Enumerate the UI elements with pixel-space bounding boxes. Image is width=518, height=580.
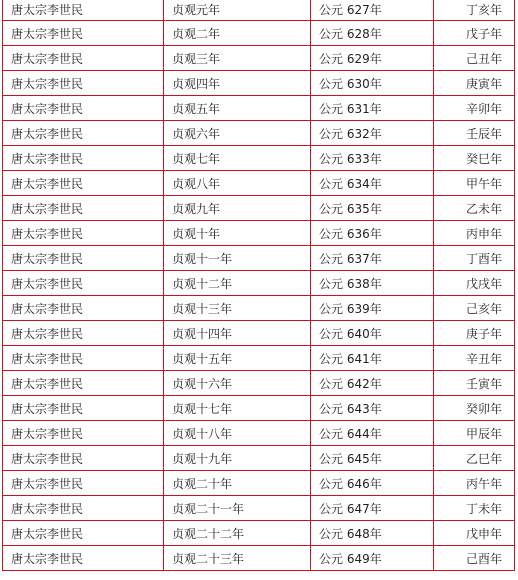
ganzhi-year-cell: 甲辰年 xyxy=(434,421,515,446)
reign-title-cell: 贞观二十三年 xyxy=(164,546,311,571)
ganzhi-year-cell: 丙申年 xyxy=(434,221,515,246)
gregorian-year-cell: 公元 648年 xyxy=(311,521,434,546)
emperor-cell: 唐太宗李世民 xyxy=(3,421,164,446)
gregorian-year-cell: 公元 646年 xyxy=(311,471,434,496)
ganzhi-year-cell: 辛丑年 xyxy=(434,346,515,371)
reign-title-cell: 贞观十九年 xyxy=(164,446,311,471)
reign-year-table-container xyxy=(2,0,514,571)
reign-title-cell: 贞观四年 xyxy=(164,71,311,96)
reign-title-cell: 贞观十五年 xyxy=(164,346,311,371)
reign-title-cell: 贞观二十年 xyxy=(164,471,311,496)
gregorian-year-cell: 公元 643年 xyxy=(311,396,434,421)
gregorian-year-cell: 公元 628年 xyxy=(311,21,434,46)
table-row xyxy=(3,371,515,396)
ganzhi-year-cell: 癸巳年 xyxy=(434,146,515,171)
ganzhi-year-cell: 戊子年 xyxy=(434,21,515,46)
table-row xyxy=(3,421,515,446)
table-row xyxy=(3,396,515,421)
gregorian-year-cell: 公元 627年 xyxy=(311,0,434,21)
gregorian-year-cell: 公元 636年 xyxy=(311,221,434,246)
table-row xyxy=(3,246,515,271)
emperor-cell: 唐太宗李世民 xyxy=(3,371,164,396)
gregorian-year-cell: 公元 629年 xyxy=(311,46,434,71)
emperor-cell: 唐太宗李世民 xyxy=(3,471,164,496)
gregorian-year-cell: 公元 630年 xyxy=(311,71,434,96)
ganzhi-year-cell: 丁未年 xyxy=(434,496,515,521)
reign-title-cell: 贞观十三年 xyxy=(164,296,311,321)
gregorian-year-cell: 公元 640年 xyxy=(311,321,434,346)
table-row xyxy=(3,271,515,296)
reign-title-cell: 贞观八年 xyxy=(164,171,311,196)
reign-title-cell: 贞观十七年 xyxy=(164,396,311,421)
emperor-cell: 唐太宗李世民 xyxy=(3,121,164,146)
emperor-cell: 唐太宗李世民 xyxy=(3,346,164,371)
table-row xyxy=(3,121,515,146)
ganzhi-year-cell: 癸卯年 xyxy=(434,396,515,421)
gregorian-year-cell: 公元 642年 xyxy=(311,371,434,396)
gregorian-year-cell: 公元 644年 xyxy=(311,421,434,446)
gregorian-year-cell: 公元 645年 xyxy=(311,446,434,471)
emperor-cell: 唐太宗李世民 xyxy=(3,171,164,196)
emperor-cell: 唐太宗李世民 xyxy=(3,196,164,221)
gregorian-year-cell: 公元 631年 xyxy=(311,96,434,121)
table-row xyxy=(3,71,515,96)
emperor-cell: 唐太宗李世民 xyxy=(3,321,164,346)
table-row xyxy=(3,546,515,571)
emperor-cell: 唐太宗李世民 xyxy=(3,546,164,571)
table-row xyxy=(3,346,515,371)
emperor-cell: 唐太宗李世民 xyxy=(3,246,164,271)
table-row xyxy=(3,96,515,121)
emperor-cell: 唐太宗李世民 xyxy=(3,221,164,246)
reign-year-table xyxy=(2,0,515,571)
ganzhi-year-cell: 壬辰年 xyxy=(434,121,515,146)
emperor-cell: 唐太宗李世民 xyxy=(3,146,164,171)
gregorian-year-cell: 公元 649年 xyxy=(311,546,434,571)
reign-title-cell: 贞观二年 xyxy=(164,21,311,46)
emperor-cell: 唐太宗李世民 xyxy=(3,271,164,296)
emperor-cell: 唐太宗李世民 xyxy=(3,396,164,421)
table-row xyxy=(3,471,515,496)
reign-title-cell: 贞观十四年 xyxy=(164,321,311,346)
ganzhi-year-cell: 辛卯年 xyxy=(434,96,515,121)
table-row xyxy=(3,521,515,546)
reign-title-cell: 贞观五年 xyxy=(164,96,311,121)
gregorian-year-cell: 公元 639年 xyxy=(311,296,434,321)
ganzhi-year-cell: 壬寅年 xyxy=(434,371,515,396)
ganzhi-year-cell: 戊申年 xyxy=(434,521,515,546)
emperor-cell: 唐太宗李世民 xyxy=(3,46,164,71)
ganzhi-year-cell: 己丑年 xyxy=(434,46,515,71)
reign-title-cell: 贞观十一年 xyxy=(164,246,311,271)
ganzhi-year-cell: 庚子年 xyxy=(434,321,515,346)
ganzhi-year-cell: 丁酉年 xyxy=(434,246,515,271)
ganzhi-year-cell: 己亥年 xyxy=(434,296,515,321)
emperor-cell: 唐太宗李世民 xyxy=(3,21,164,46)
emperor-cell: 唐太宗李世民 xyxy=(3,296,164,321)
ganzhi-year-cell: 丁亥年 xyxy=(434,0,515,21)
reign-title-cell: 贞观十八年 xyxy=(164,421,311,446)
gregorian-year-cell: 公元 633年 xyxy=(311,146,434,171)
gregorian-year-cell: 公元 641年 xyxy=(311,346,434,371)
emperor-cell: 唐太宗李世民 xyxy=(3,496,164,521)
table-row xyxy=(3,321,515,346)
ganzhi-year-cell: 甲午年 xyxy=(434,171,515,196)
ganzhi-year-cell: 己酉年 xyxy=(434,546,515,571)
emperor-cell: 唐太宗李世民 xyxy=(3,0,164,21)
reign-title-cell: 贞观十六年 xyxy=(164,371,311,396)
table-body xyxy=(3,0,515,571)
table-row xyxy=(3,196,515,221)
reign-title-cell: 贞观二十二年 xyxy=(164,521,311,546)
table-row xyxy=(3,146,515,171)
table-row xyxy=(3,21,515,46)
gregorian-year-cell: 公元 635年 xyxy=(311,196,434,221)
reign-title-cell: 贞观二十一年 xyxy=(164,496,311,521)
reign-title-cell: 贞观七年 xyxy=(164,146,311,171)
gregorian-year-cell: 公元 637年 xyxy=(311,246,434,271)
ganzhi-year-cell: 庚寅年 xyxy=(434,71,515,96)
emperor-cell: 唐太宗李世民 xyxy=(3,71,164,96)
table-row xyxy=(3,171,515,196)
table-row xyxy=(3,46,515,71)
reign-title-cell: 贞观六年 xyxy=(164,121,311,146)
table-row xyxy=(3,296,515,321)
table-row xyxy=(3,496,515,521)
gregorian-year-cell: 公元 638年 xyxy=(311,271,434,296)
reign-title-cell: 贞观九年 xyxy=(164,196,311,221)
table-row xyxy=(3,0,515,21)
gregorian-year-cell: 公元 634年 xyxy=(311,171,434,196)
emperor-cell: 唐太宗李世民 xyxy=(3,96,164,121)
table-row xyxy=(3,446,515,471)
reign-title-cell: 贞观十二年 xyxy=(164,271,311,296)
reign-title-cell: 贞观三年 xyxy=(164,46,311,71)
table-row xyxy=(3,221,515,246)
ganzhi-year-cell: 戊戌年 xyxy=(434,271,515,296)
gregorian-year-cell: 公元 632年 xyxy=(311,121,434,146)
emperor-cell: 唐太宗李世民 xyxy=(3,446,164,471)
gregorian-year-cell: 公元 647年 xyxy=(311,496,434,521)
reign-title-cell: 贞观元年 xyxy=(164,0,311,21)
ganzhi-year-cell: 乙巳年 xyxy=(434,446,515,471)
emperor-cell: 唐太宗李世民 xyxy=(3,521,164,546)
ganzhi-year-cell: 丙午年 xyxy=(434,471,515,496)
ganzhi-year-cell: 乙未年 xyxy=(434,196,515,221)
reign-title-cell: 贞观十年 xyxy=(164,221,311,246)
